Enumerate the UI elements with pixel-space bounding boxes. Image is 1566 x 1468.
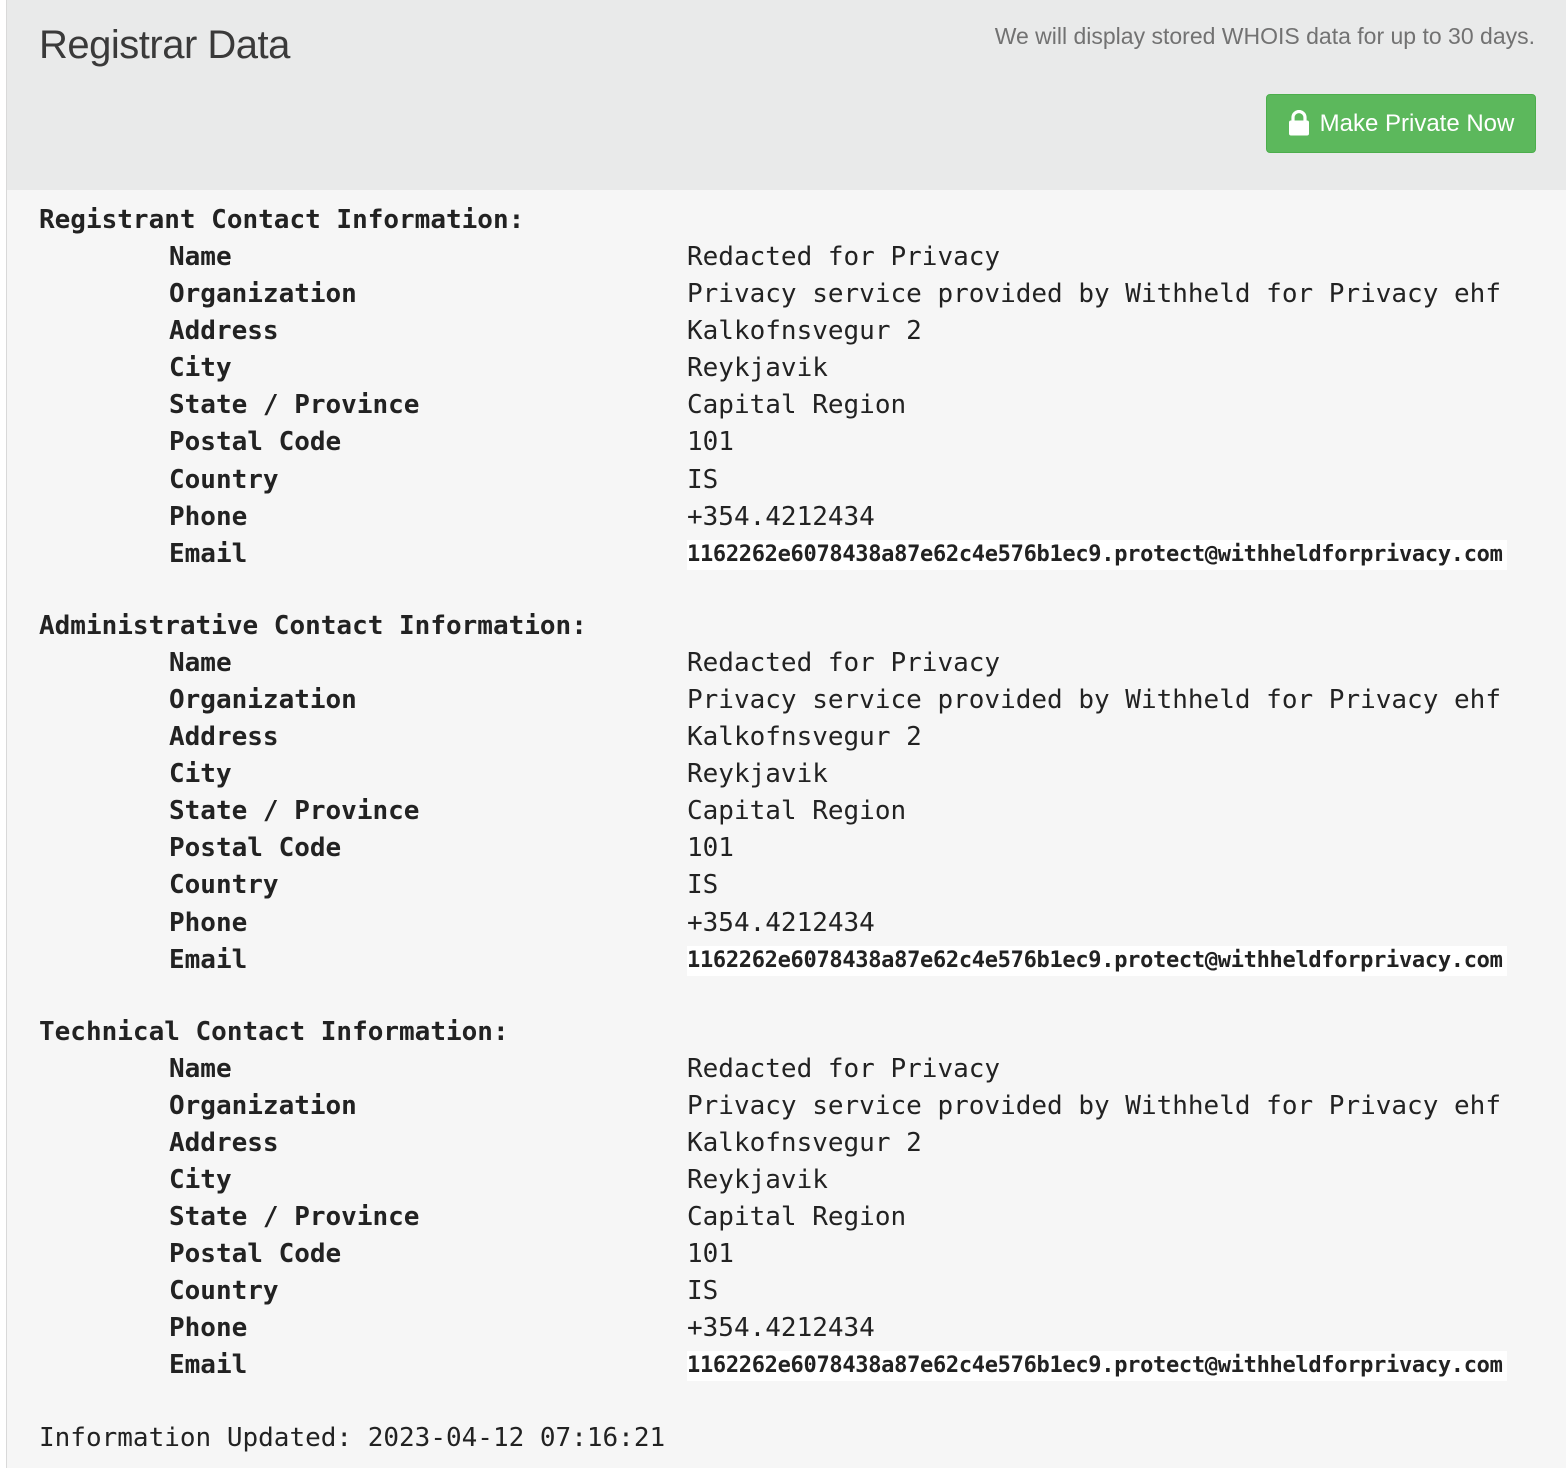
- field-row-name: [39, 645, 1566, 682]
- field-row-organization: [39, 682, 1566, 719]
- field-value: Redacted for Privacy: [687, 647, 1001, 678]
- field-label: City: [169, 1164, 232, 1195]
- field-label: City: [169, 759, 232, 790]
- email-image-value: 1162262e6078438a87e62c4e576b1ec9.protect@withheldforprivacy.com: [687, 1351, 1507, 1381]
- contact-section-technical: [39, 1014, 1566, 1385]
- field-row-country: [39, 867, 1566, 904]
- field-value: Kalkofnsvegur 2: [687, 722, 922, 753]
- field-value: +354.4212434: [687, 907, 875, 938]
- field-row-state: [39, 387, 1566, 424]
- field-value: IS: [687, 464, 719, 495]
- field-value: Capital Region: [687, 1202, 907, 1233]
- information-updated-timestamp: Information Updated: 2023-04-12 07:16:21: [39, 1422, 666, 1453]
- section-title: Administrative Contact Information:: [39, 610, 587, 641]
- page-title: Registrar Data: [39, 23, 290, 67]
- field-value: Privacy service provided by Withheld for Privacy ehf: [687, 1090, 1501, 1121]
- email-image-value: 1162262e6078438a87e62c4e576b1ec9.protect@withheldforprivacy.com: [687, 540, 1507, 570]
- email-image-value: 1162262e6078438a87e62c4e576b1ec9.protect@withheldforprivacy.com: [687, 946, 1507, 976]
- field-label: Postal Code: [169, 833, 342, 864]
- field-row-email: [39, 1347, 1566, 1384]
- field-value: IS: [687, 1276, 719, 1307]
- field-row-city: [39, 1162, 1566, 1199]
- field-row-city: [39, 350, 1566, 387]
- field-label: Email: [169, 538, 248, 569]
- field-row-country: [39, 1273, 1566, 1310]
- field-row-country: [39, 462, 1566, 499]
- field-row-postal-code: [39, 830, 1566, 867]
- field-label: Phone: [169, 501, 248, 532]
- field-label: Postal Code: [169, 427, 342, 458]
- field-label: Name: [169, 647, 232, 678]
- field-label: Organization: [169, 1090, 357, 1121]
- field-label: City: [169, 353, 232, 384]
- field-value: Redacted for Privacy: [687, 1053, 1001, 1084]
- field-label: Country: [169, 870, 279, 901]
- field-row-postal-code: [39, 424, 1566, 461]
- field-label: Phone: [169, 907, 248, 938]
- field-label: State / Province: [169, 390, 420, 421]
- contact-section-administrative: [39, 608, 1566, 979]
- field-value: Redacted for Privacy: [687, 242, 1001, 272]
- make-private-now-label: Make Private Now: [1319, 109, 1515, 137]
- field-row-organization: [39, 276, 1566, 313]
- field-row-postal-code: [39, 1236, 1566, 1273]
- registrar-data-panel: [6, 0, 1566, 1468]
- field-row-phone: [39, 1310, 1566, 1347]
- section-title: Registrant Contact Information:: [39, 205, 525, 235]
- field-row-email: [39, 942, 1566, 979]
- field-row-state: [39, 1199, 1566, 1236]
- field-value: Privacy service provided by Withheld for Privacy ehf: [687, 279, 1501, 310]
- field-label: Country: [169, 464, 279, 495]
- field-row-phone: [39, 499, 1566, 536]
- field-row-address: [39, 719, 1566, 756]
- field-row-phone: [39, 905, 1566, 942]
- field-label: Name: [169, 242, 232, 272]
- field-value: Reykjavik: [687, 759, 828, 790]
- field-row-email: [39, 536, 1566, 573]
- field-label: Address: [169, 316, 279, 347]
- field-label: Address: [169, 1127, 279, 1158]
- field-label: State / Province: [169, 796, 420, 827]
- field-value: Capital Region: [687, 796, 907, 827]
- field-label: Postal Code: [169, 1239, 342, 1270]
- field-value: Reykjavik: [687, 1164, 828, 1195]
- field-value: Capital Region: [687, 390, 907, 421]
- whois-record: [39, 202, 1566, 1457]
- field-value: +354.4212434: [687, 501, 875, 532]
- field-row-city: [39, 756, 1566, 793]
- field-label: State / Province: [169, 1202, 420, 1233]
- field-value: +354.4212434: [687, 1313, 875, 1344]
- field-label: Address: [169, 722, 279, 753]
- field-row-organization: [39, 1088, 1566, 1125]
- field-row-name: [39, 239, 1566, 276]
- make-private-now-button[interactable]: [1266, 94, 1536, 153]
- field-value: Kalkofnsvegur 2: [687, 316, 922, 347]
- field-label: Name: [169, 1053, 232, 1084]
- field-value: 101: [687, 1239, 734, 1270]
- field-value: IS: [687, 870, 719, 901]
- field-value: 101: [687, 833, 734, 864]
- field-label: Email: [169, 944, 248, 975]
- field-label: Organization: [169, 684, 357, 715]
- field-value: 101: [687, 427, 734, 458]
- section-title: Technical Contact Information:: [39, 1016, 509, 1047]
- lock-icon: [1288, 110, 1310, 136]
- panel-header: [7, 0, 1566, 190]
- field-label: Organization: [169, 279, 357, 310]
- field-row-address: [39, 313, 1566, 350]
- whois-retention-notice: We will display stored WHOIS data for up to 30 days.: [994, 23, 1535, 49]
- field-value: Reykjavik: [687, 353, 828, 384]
- field-label: Country: [169, 1276, 279, 1307]
- field-row-address: [39, 1125, 1566, 1162]
- field-row-name: [39, 1051, 1566, 1088]
- field-label: Phone: [169, 1313, 248, 1344]
- field-value: Kalkofnsvegur 2: [687, 1127, 922, 1158]
- field-label: Email: [169, 1350, 248, 1381]
- field-row-state: [39, 793, 1566, 830]
- field-value: Privacy service provided by Withheld for Privacy ehf: [687, 684, 1501, 715]
- contact-section-registrant: [39, 202, 1566, 573]
